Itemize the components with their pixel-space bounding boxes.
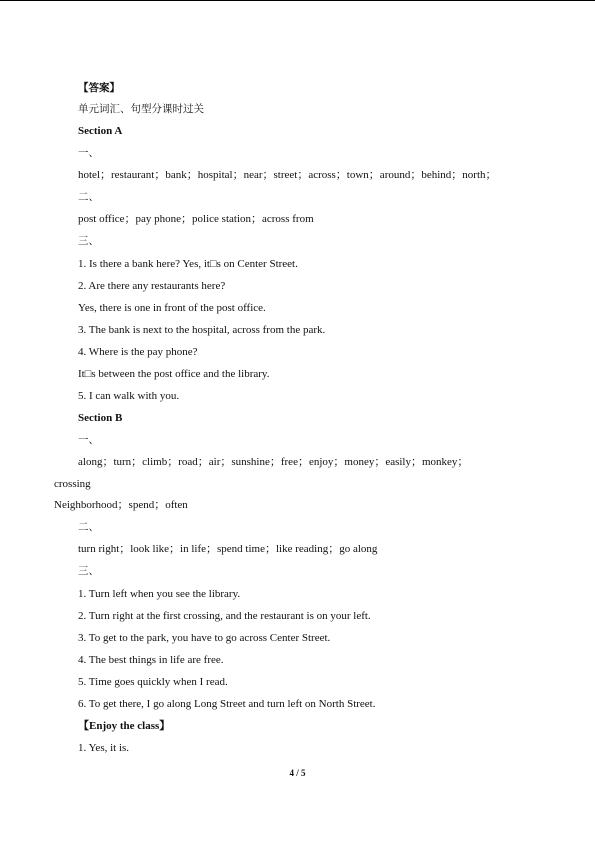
section-a-line: 2. Are there any restaurants here? — [78, 280, 226, 292]
section-b-line: 5. Time goes quickly when I read. — [78, 676, 228, 688]
section-a-line: Yes, there is one in front of the post office. — [78, 302, 266, 314]
section-a-line: 5. I can walk with you. — [78, 390, 180, 402]
section-b-part2-text: turn right；look like；in life；spend time；like reading；go along — [78, 543, 378, 555]
section-a-part1-text: hotel；restaurant；bank；hospital；near；street；across；town；around；behind；north； — [78, 169, 497, 181]
section-a-title: Section A — [78, 125, 123, 137]
section-b-title: Section B — [78, 412, 123, 424]
section-b-part1-line1: along；turn；climb；road；air；sunshine；free；enjoy；money；easily；monkey； — [78, 456, 469, 468]
section-b-part3-label: 三、 — [78, 565, 99, 577]
section-a-part1-label: 一、 — [78, 147, 99, 159]
section-b-part2-label: 二、 — [78, 521, 99, 533]
section-a-part3-label: 三、 — [78, 235, 99, 247]
top-rule — [0, 0, 595, 1]
enjoy-class-title: 【Enjoy the class】 — [78, 720, 171, 732]
section-b-part1-line3: Neighborhood；spend；often — [54, 499, 188, 511]
section-b-line: 6. To get there, I go along Long Street and turn left on North Street. — [78, 698, 376, 710]
section-b-line: 2. Turn right at the first crossing, and the restaurant is on your left. — [78, 610, 371, 622]
section-b-line: 1. Turn left when you see the library. — [78, 588, 241, 600]
section-b-line: 3. To get to the park, you have to go across Center Street. — [78, 632, 331, 644]
subheading: 单元词汇、句型分课时过关 — [78, 103, 204, 115]
section-b-part1-label: 一、 — [78, 434, 99, 446]
section-a-line: It□s between the post office and the library. — [78, 368, 270, 380]
section-a-part2-text: post office；pay phone；police station；across from — [78, 213, 314, 225]
section-a-line: 4. Where is the pay phone? — [78, 346, 198, 358]
section-b-line: 4. The best things in life are free. — [78, 654, 224, 666]
enjoy-class-line: 1. Yes, it is. — [78, 742, 130, 754]
section-a-line: 3. The bank is next to the hospital, across from the park. — [78, 324, 326, 336]
section-b-part1-line2: crossing — [54, 478, 91, 490]
section-a-line: 1. Is there a bank here? Yes, it□s on Center Street. — [78, 258, 298, 270]
answer-heading: 【答案】 — [78, 82, 120, 94]
page-number: 4 / 5 — [289, 768, 306, 778]
section-a-part2-label: 二、 — [78, 191, 99, 203]
